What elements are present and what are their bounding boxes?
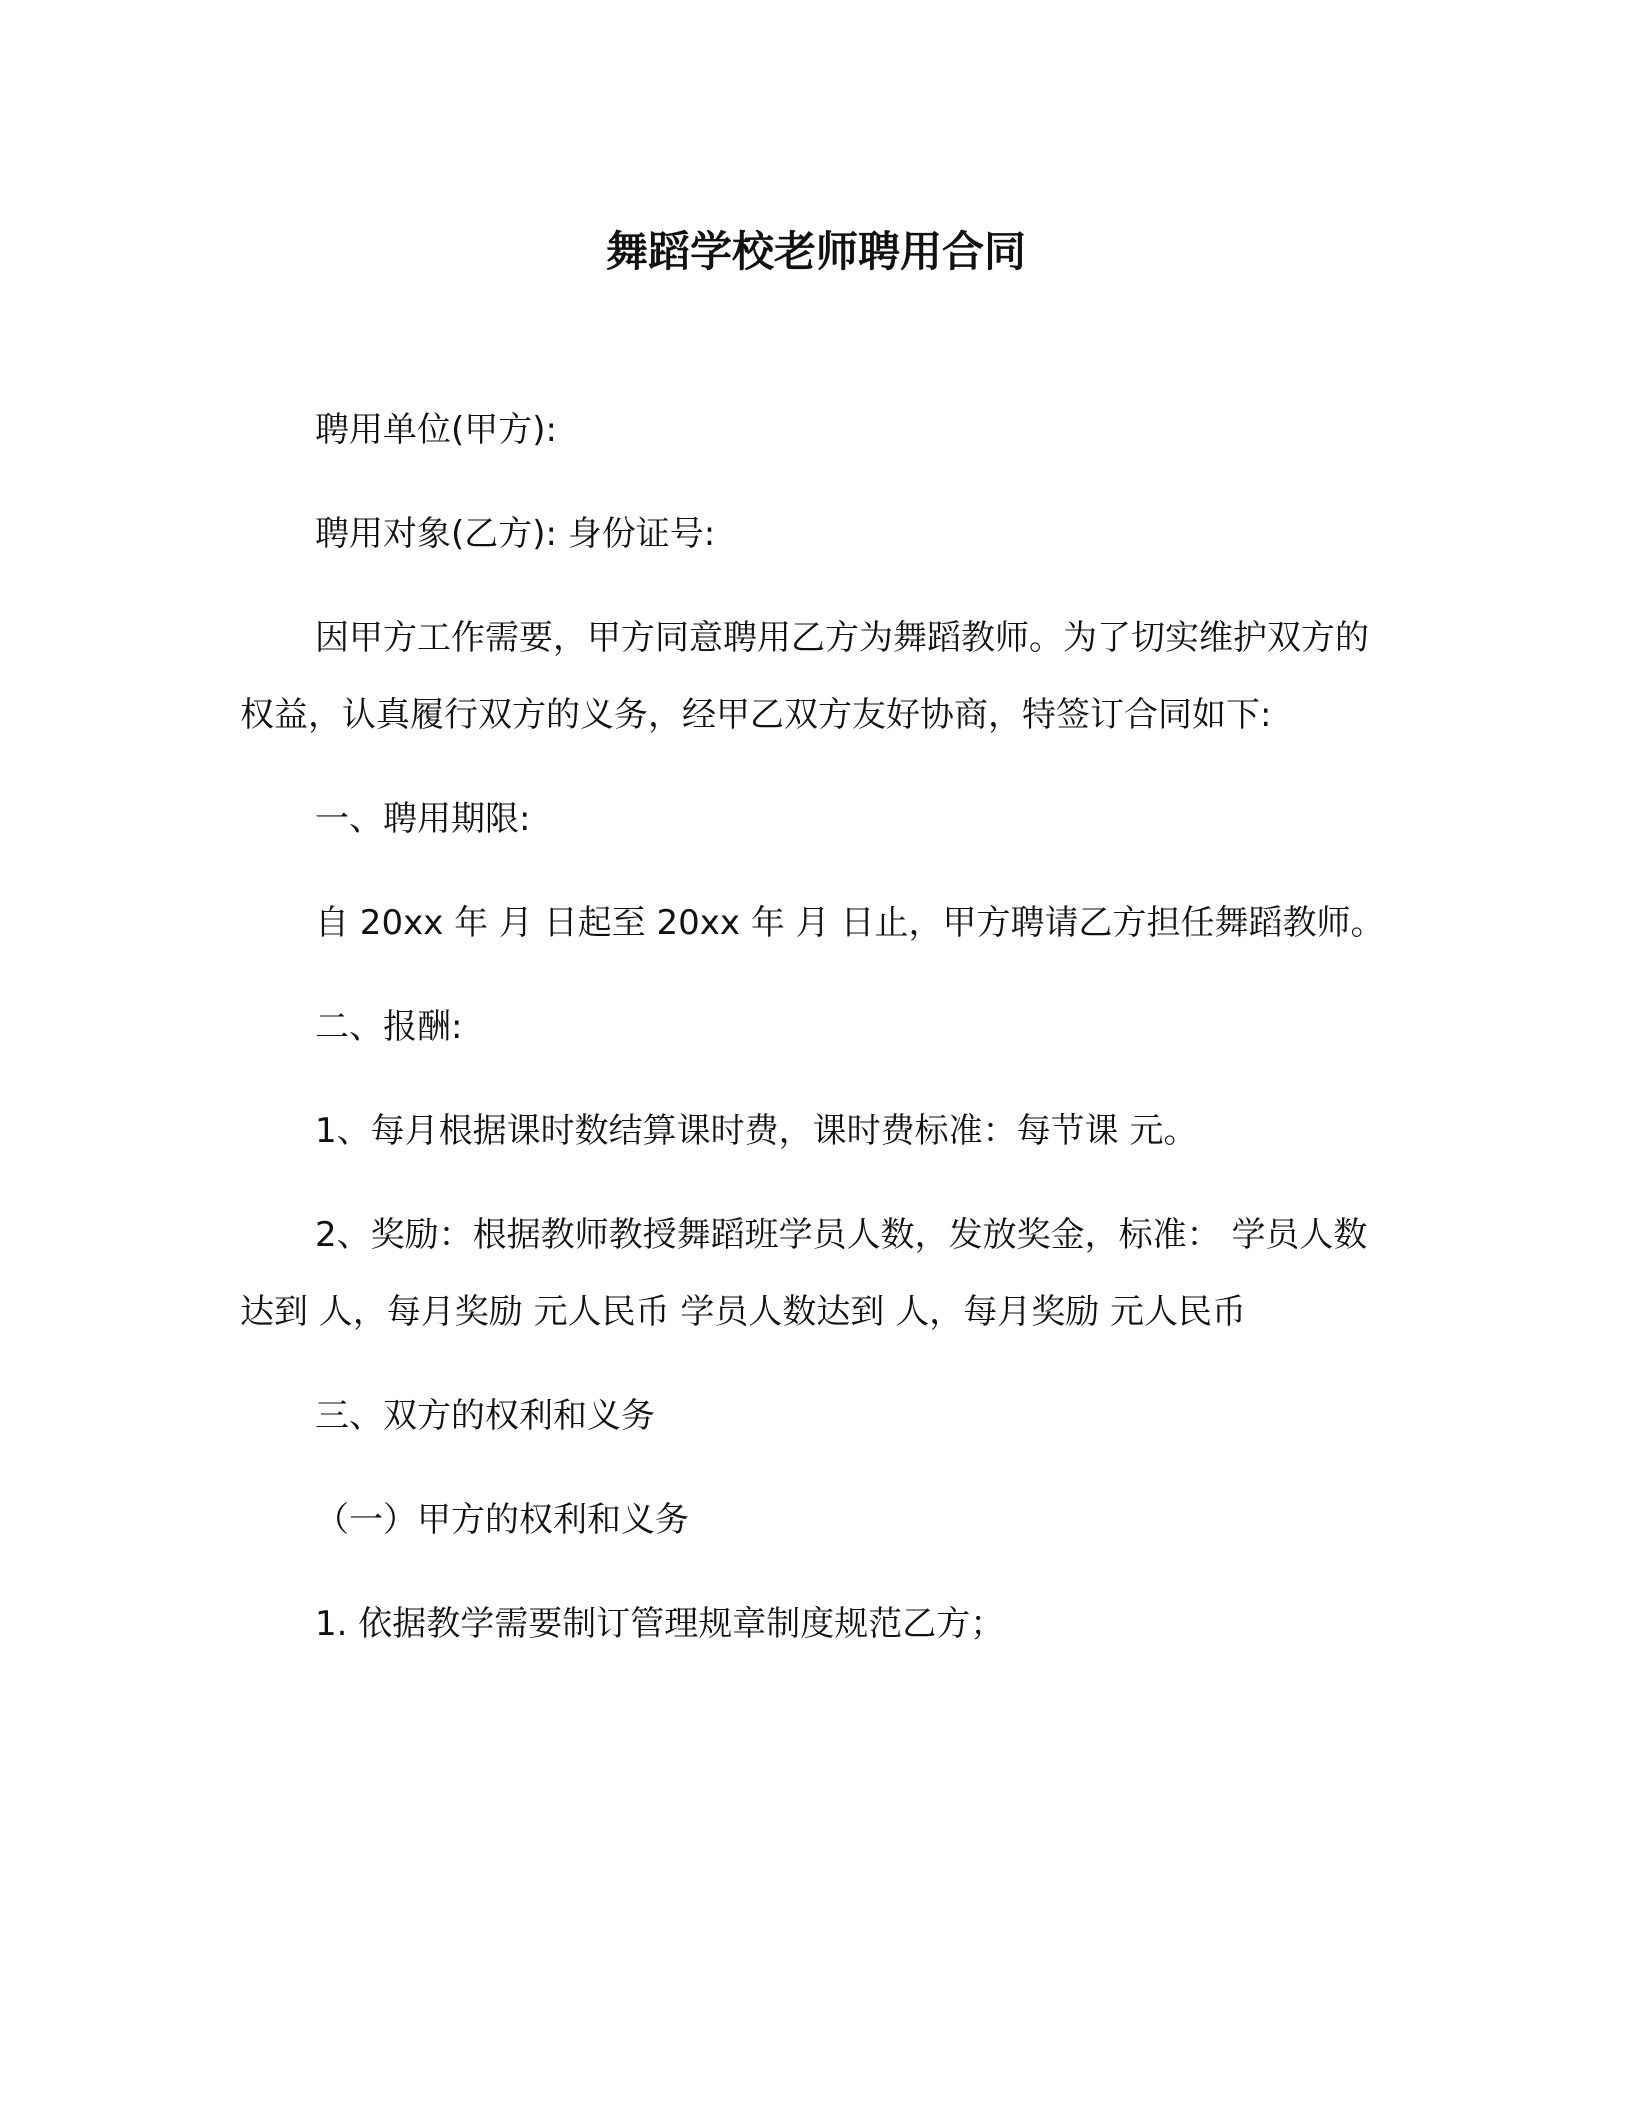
section-heading-rights: 三、双方的权利和义务 (315, 1396, 655, 1436)
party-a-line: 聘用单位(甲方): (315, 410, 557, 450)
document-title: 舞蹈学校老师聘用合同 (605, 227, 1026, 276)
rights-item-1: 1. 依据教学需要制订管理规章制度规范乙方； (315, 1604, 1005, 1644)
subsection-heading-party-a: （一）甲方的权利和义务 (315, 1500, 689, 1540)
document-body (240, 392, 1390, 1663)
term-paragraph: 自 20xx 年 月 日起至 20xx 年 月 日止，甲方聘请乙方担任舞蹈教师。 (315, 903, 1385, 943)
section-heading-pay: 二、报酬: (315, 1007, 463, 1047)
pay-item-1: 1、每月根据课时数结算课时费，课时费标准：每节课 元。 (315, 1111, 1198, 1151)
section-heading-term: 一、聘用期限: (315, 799, 531, 839)
pay-item-2: 2、奖励：根据教师教授舞蹈班学员人数，发放奖金，标准： 学员人数达到 人，每月奖励 元人民币 学员人数达到 人，每月奖励 元人民币 (240, 1215, 1368, 1332)
preamble-paragraph: 因甲方工作需要，甲方同意聘用乙方为舞蹈教师。为了切实维护双方的权益，认真履行双方的义务，经甲乙双方友好协商，特签订合同如下: (240, 618, 1369, 735)
party-b-line: 聘用对象(乙方): 身份证号: (315, 514, 716, 554)
